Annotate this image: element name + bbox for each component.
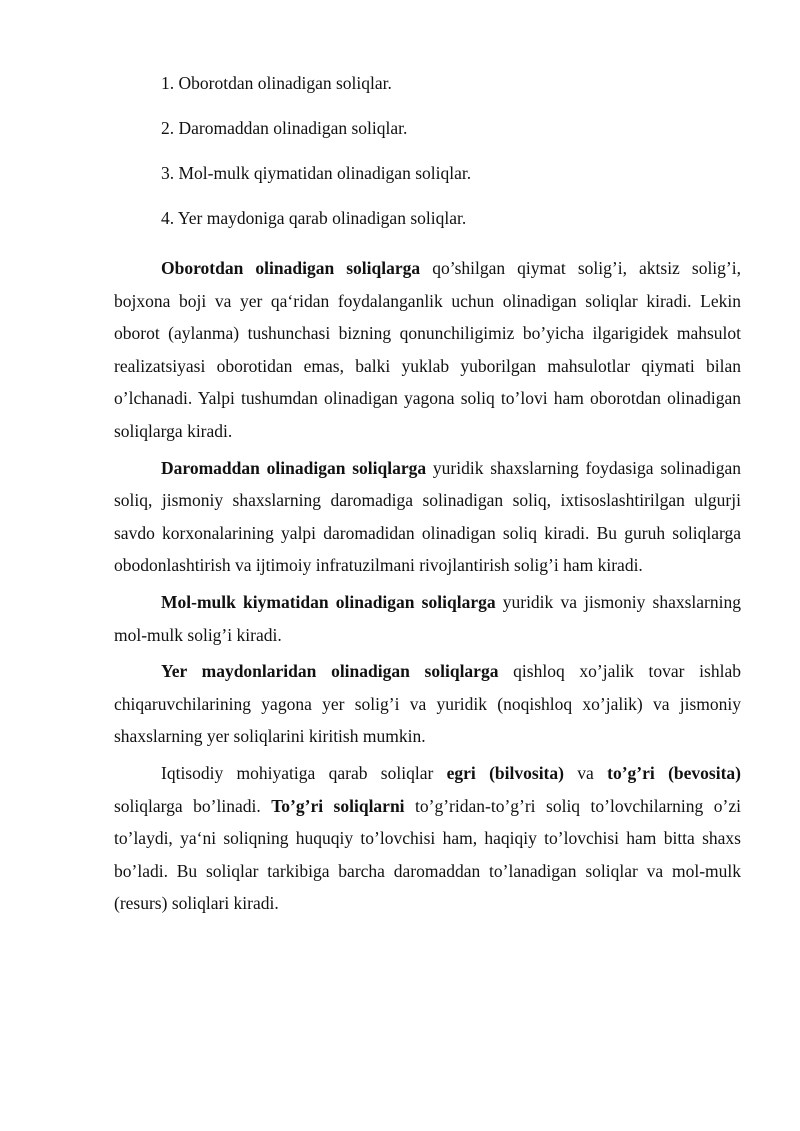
paragraph-text: yuridik va jismoniy shaxslarning mol-mulk solig’i kiradi. [114, 591, 741, 645]
list-item: 3. Mol-mulk qiymatidan olinadigan soliqlar. [161, 163, 472, 183]
term-bold: Oborotdan olinadigan soliqlarga [161, 258, 421, 278]
list-item: 4. Yer maydoniga qarab olinadigan soliqlar. [161, 208, 467, 228]
term-bold: Daromaddan olinadigan soliqlarga [161, 457, 427, 478]
paragraph-income-taxes [114, 452, 741, 582]
paragraph-text: soliqlarga bo’linadi. [114, 795, 272, 816]
paragraph-text: qo’shilgan qiymat solig’i, aktsiz solig’i, bojxona boji va yer qa‘ridan foydalanganlik uchun olinadigan soliqlar kiradi. Lekin oborot (aylanma) tushunchasi bizning qonunchiligimiz bo’yicha ilgarigidek mahsulot realizatsiyasi oborotidan emas, balki yuklab yuborilgan mahsulotlar qiymati bilan o’lchanadi. Yalpi tushumdan olinadigan yagona soliq to’lovi ham oborotdan olinadigan soliqlarga kiradi. [114, 258, 741, 441]
tax-type-list [114, 72, 741, 229]
paragraph-text: to’g’ridan-to’g’ri soliq to’lovchilarning o’zi to’laydi, ya‘ni soliqning huquqiy to’lovchisi ham, haqiqiy to’lovchisi ham bitta shaxs bo’ladi. Bu soliqlar tarkibiga barcha daromaddan to’lanadigan soliqlar va mol-mulk (resurs) soliqlari kiradi. [114, 795, 741, 914]
paragraph-text: yuridik shaxslarning foydasiga solinadigan soliq, jismoniy shaxslarning daromadiga solinadigan soliq, ixtisoslashtirilgan ulgurji savdo korxonalarining yalpi daromadidan olinadigan soliq kiradi. Bu guruh soliqlarga obodonlashtirish va ijtimoiy infratuzilmani rivojlantirish solig’i ham kiradi. [114, 457, 741, 576]
list-item: 2. Daromaddan olinadigan soliqlar. [161, 118, 408, 138]
list-item: 1. Oborotdan olinadigan soliqlar. [161, 73, 392, 93]
term-bold: To’g’ri soliqlarni [271, 795, 405, 816]
term-bold: egri (bilvosita) [446, 762, 564, 783]
term-bold: Yer maydonlaridan olinadigan soliqlarga [161, 661, 499, 682]
paragraph-turnover-taxes [114, 252, 741, 448]
paragraph-text: va [563, 762, 608, 783]
paragraph-land-taxes [114, 655, 741, 753]
paragraph-text: qishloq xo’jalik tovar ishlab chiqaruvchilarining yagona yer solig’i va yuridik (noqishloq xo’jalik) va jismoniy shaxslarning yer soliqlarini kiritish mumkin. [114, 661, 741, 747]
paragraph-text: Iqtisodiy mohiyatiga qarab soliqlar [161, 762, 447, 783]
term-bold: to’g’ri (bevosita) [607, 762, 741, 783]
paragraph-property-taxes [114, 586, 741, 651]
paragraph-direct-indirect-taxes [114, 757, 741, 920]
term-bold: Mol-mulk kiymatidan olinadigan soliqlarga [161, 591, 496, 612]
